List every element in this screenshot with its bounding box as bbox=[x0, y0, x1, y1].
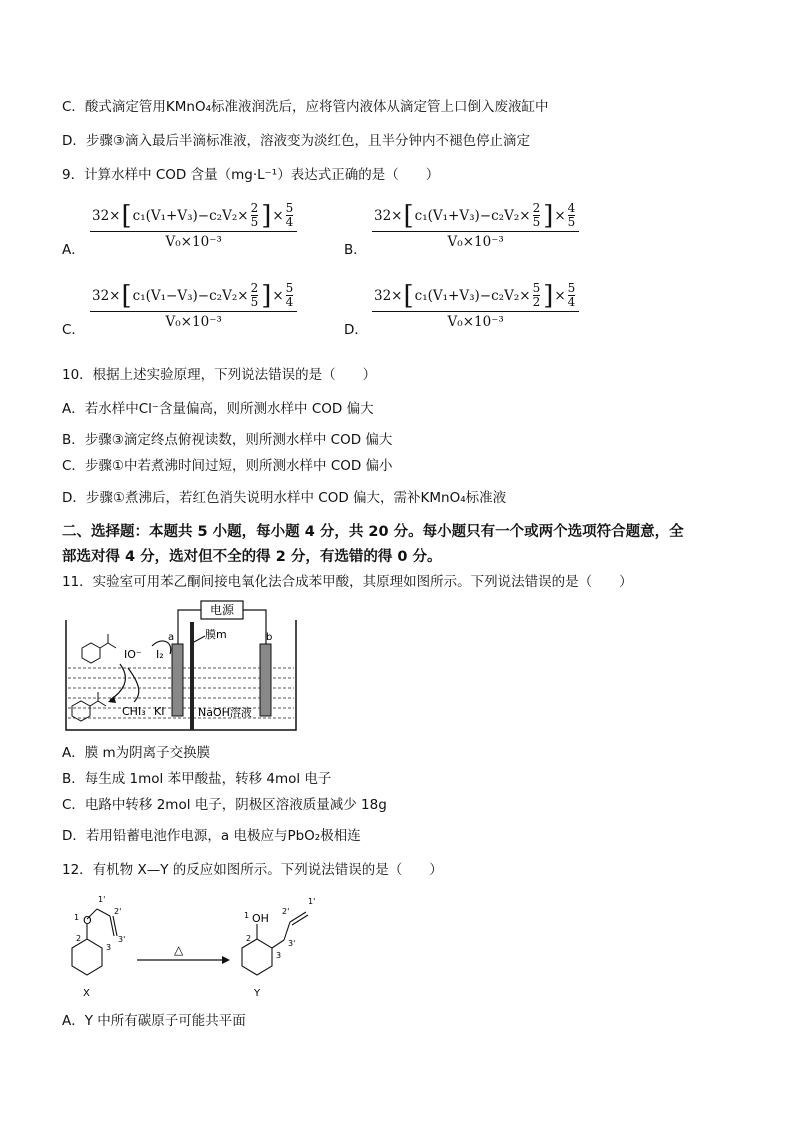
electrode-a-label: a bbox=[168, 632, 175, 643]
q8-option-d: D．步骤③滴入最后半滴标准液，溶液变为淡红色，且半分钟内不褪色停止滴定 bbox=[62, 133, 530, 149]
q11-option-c: C．电路中转移 2mol 电子，阴极区溶液质量减少 18g bbox=[62, 797, 387, 813]
q10-option-c: C．步骤①中若煮沸时间过短，则所测水样中 COD 偏小 bbox=[62, 458, 393, 474]
fraction-2: 5 4 bbox=[285, 281, 294, 309]
svg-text:2: 2 bbox=[76, 934, 82, 943]
formula-denominator: V₀×10⁻³ bbox=[447, 234, 504, 250]
svg-text:1: 1 bbox=[244, 911, 250, 920]
q9-formula: 32× [ c₁(V₁+V₃)−c₂V₂× 2 5 ] × 4 5 V₀×10⁻³ bbox=[372, 202, 579, 250]
svg-text:2: 2 bbox=[246, 934, 252, 943]
electrode-b-label: b bbox=[266, 632, 273, 643]
svg-text:3': 3' bbox=[288, 939, 296, 948]
cycle-arrow-2 bbox=[110, 664, 125, 700]
electrolysis-diagram bbox=[62, 598, 302, 738]
section2-line1: 二、选择题：本题共 5 小题，每小题 4 分，共 20 分。每小题只有一个或两个选项符合题意，全 bbox=[62, 524, 684, 540]
fraction-1: 2 5 bbox=[532, 201, 541, 229]
svg-text:1': 1' bbox=[308, 897, 316, 906]
q9-stem: 9．计算水样中 COD 含量（mg·L⁻¹）表达式正确的是（ ） bbox=[62, 167, 440, 183]
svg-text:1: 1 bbox=[74, 913, 80, 922]
svg-text:OH: OH bbox=[252, 912, 269, 925]
formula-denominator: V₀×10⁻³ bbox=[165, 234, 222, 250]
q9-option-label: D． bbox=[344, 322, 368, 338]
svg-text:3': 3' bbox=[118, 935, 126, 944]
acetophenone-structure bbox=[82, 634, 116, 663]
svg-text:3: 3 bbox=[276, 951, 282, 960]
ki-label: KI bbox=[154, 705, 165, 718]
membrane-label: 膜m bbox=[205, 628, 227, 641]
q9-formula: 32× [ c₁(V₁+V₃)−c₂V₂× 2 5 ] × 5 4 V₀×10⁻³ bbox=[90, 202, 297, 250]
q9-option-label: B． bbox=[344, 242, 367, 258]
membrane-m bbox=[190, 622, 194, 730]
q11-option-a: A．膜 m为阴离子交换膜 bbox=[62, 745, 211, 761]
formula-denominator: V₀×10⁻³ bbox=[447, 314, 504, 330]
q10-stem: 10．根据上述实验原理，下列说法错误的是（ ） bbox=[62, 367, 377, 383]
x-label: X bbox=[83, 988, 90, 999]
io-label: IO⁻ bbox=[124, 648, 142, 661]
q9-formula: 32× [ c₁(V₁+V₃)−c₂V₂× 5 2 ] × 5 4 V₀×10⁻³ bbox=[372, 282, 579, 330]
svg-text:2': 2' bbox=[282, 907, 290, 916]
svg-text:3: 3 bbox=[106, 943, 112, 952]
q9-formula: 32× [ c₁(V₁−V₃)−c₂V₂× 2 5 ] × 5 4 V₀×10⁻³ bbox=[90, 282, 297, 330]
formula-inner: c₁(V₁+V₃)−c₂V₂× bbox=[414, 287, 531, 304]
svg-text:2': 2' bbox=[114, 907, 122, 916]
wire-a bbox=[178, 610, 201, 644]
fraction-2: 5 4 bbox=[285, 201, 294, 229]
y-label: Y bbox=[254, 988, 261, 999]
heat-symbol: △ bbox=[174, 943, 184, 957]
chi3-label: CHI₃ bbox=[122, 705, 146, 718]
q10-option-a: A．若水样中Cl⁻含量偏高，则所测水样中 COD 偏大 bbox=[62, 401, 374, 417]
q11-option-b: B．每生成 1mol 苯甲酸盐，转移 4mol 电子 bbox=[62, 771, 332, 787]
q11-stem: 11．实验室可用苯乙酮间接电氧化法合成苯甲酸，其原理如图所示。下列说法错误的是（ ） bbox=[62, 574, 633, 590]
formula-inner: c₁(V₁+V₃)−c₂V₂× bbox=[414, 207, 531, 224]
electrode-a bbox=[172, 644, 183, 716]
section2-line2: 部选对得 4 分，选对但不全的得 2 分，有选错的得 0 分。 bbox=[62, 549, 442, 565]
wire-b bbox=[243, 610, 266, 644]
formula-prefix: 32× bbox=[92, 207, 121, 224]
fraction-2: 5 4 bbox=[567, 281, 576, 309]
svg-text:1': 1' bbox=[98, 895, 106, 904]
q10-option-b: B．步骤③滴定终点俯视读数，则所测水样中 COD 偏大 bbox=[62, 432, 393, 448]
q9-option-label: C． bbox=[62, 322, 85, 338]
formula-prefix: 32× bbox=[92, 287, 121, 304]
fraction-1: 2 5 bbox=[250, 201, 259, 229]
q11-option-d: D．若用铅蓄电池作电源，a 电极应与PbO₂极相连 bbox=[62, 828, 361, 844]
formula-prefix: 32× bbox=[374, 287, 403, 304]
power-label: 电源 bbox=[209, 603, 235, 617]
electrode-b bbox=[260, 644, 271, 716]
q12-stem: 12．有机物 X—Y 的反应如图所示。下列说法错误的是（ ） bbox=[62, 862, 443, 878]
benzoate-structure bbox=[72, 692, 106, 721]
formula-inner: c₁(V₁+V₃)−c₂V₂× bbox=[132, 207, 249, 224]
naoh-label: NaOH溶液 bbox=[198, 706, 252, 719]
svg-text:O: O bbox=[83, 914, 92, 927]
q12-option-a: A．Y 中所有碳原子可能共平面 bbox=[62, 1013, 246, 1029]
q8-option-c: C．酸式滴定管用KMnO₄标准液润洗后，应将管内液体从滴定管上口倒入废液缸中 bbox=[62, 99, 549, 115]
i2-label: I₂ bbox=[156, 648, 164, 661]
reaction-diagram bbox=[62, 884, 362, 1004]
formula-denominator: V₀×10⁻³ bbox=[165, 314, 222, 330]
fraction-2: 4 5 bbox=[567, 201, 576, 229]
fraction-1: 5 2 bbox=[532, 281, 541, 309]
fraction-1: 2 5 bbox=[250, 281, 259, 309]
formula-prefix: 32× bbox=[374, 207, 403, 224]
q10-option-d: D．步骤①煮沸后，若红色消失说明水样中 COD 偏大，需补KMnO₄标准液 bbox=[62, 490, 507, 506]
q9-option-label: A． bbox=[62, 242, 85, 258]
formula-inner: c₁(V₁−V₃)−c₂V₂× bbox=[132, 287, 249, 304]
